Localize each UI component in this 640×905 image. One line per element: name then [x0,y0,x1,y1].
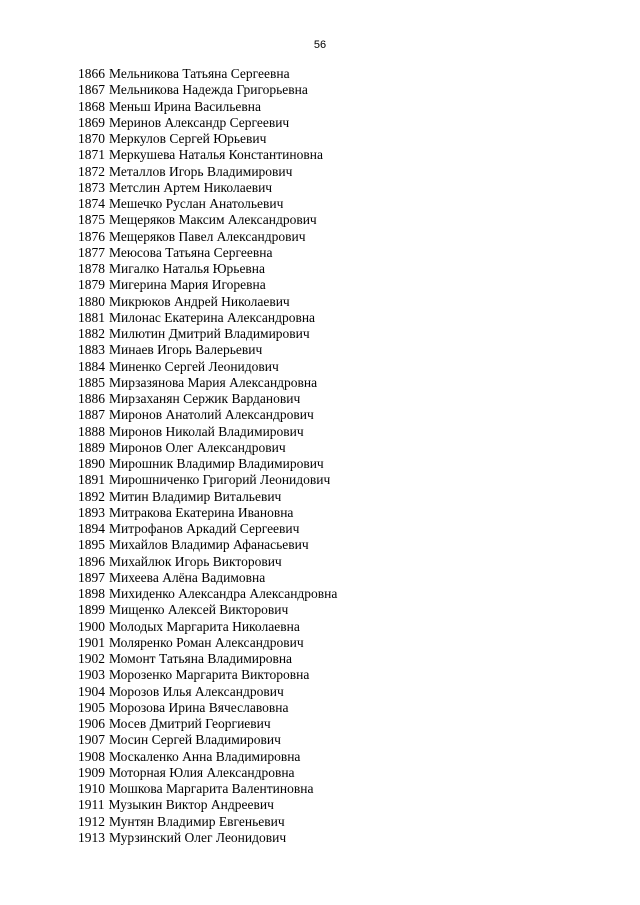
list-item [78,164,337,180]
entry-name: Миронов Анатолий Александрович [109,407,314,423]
entry-name: Мирзаханян Сержик Варданович [109,391,301,406]
list-item [78,375,337,391]
entry-name: Меркушева Наталья Константиновна [109,147,323,163]
entry-number: 1886 [78,391,105,406]
list-item [78,619,337,635]
list-item [78,700,337,716]
entry-number: 1913 [78,829,105,845]
page-number: 56 [313,39,327,51]
list-item [78,229,337,245]
list-item [78,131,337,147]
entry-name: Мирошниченко Григорий Леонидович [109,472,331,488]
list-item [78,326,337,342]
list-item [78,765,337,781]
list-item [78,716,337,732]
list-item [78,781,337,797]
entry-name: Мирзазянова Мария Александровна [109,374,318,390]
entry-name: Мурзинский Олег Леонидович [109,829,287,845]
list-item [78,196,337,212]
list-item [78,115,337,131]
list-item [78,472,337,488]
entry-name: Моторная Юлия Александровна [109,764,295,780]
entry-name: Мищенко Алексей Викторович [109,602,289,618]
list-item [78,602,337,618]
entry-name: Морозенко Маргарита Викторовна [109,667,310,683]
entry-name: Момонт Татьяна Владимировна [109,651,293,666]
list-item [78,797,337,813]
entry-number: 1889 [78,439,105,455]
list-item [78,537,337,553]
entry-number: 1867 [78,82,105,98]
entry-number: 1888 [78,423,105,439]
entry-name: Меринов Александр Сергеевич [109,114,290,130]
list-item [78,99,337,115]
entry-name: Металлов Игорь Владимирович [109,163,293,179]
list-item [78,521,337,537]
entry-number: 1881 [78,309,105,325]
entry-name: Миронов Николай Владимирович [109,423,304,439]
list-item [78,635,337,651]
entry-number: 1895 [78,537,105,553]
entry-number: 1871 [78,147,105,163]
entry-number: 1902 [78,651,105,666]
list-item [78,294,337,310]
entry-number: 1879 [78,277,105,293]
entry-number: 1890 [78,456,105,471]
list-item [78,359,337,375]
list-item [78,310,337,326]
list-item [78,82,337,98]
entry-number: 1891 [78,472,105,488]
entry-name: Михиденко Александра Александровна [109,586,338,601]
entry-number: 1906 [78,716,105,731]
list-item [78,245,337,261]
entry-number: 1866 [78,66,105,81]
entry-number: 1884 [78,358,105,374]
list-item [78,732,337,748]
entry-number: 1873 [78,179,105,195]
entry-name: Милонас Екатерина Александровна [109,309,316,325]
list-item [78,554,337,570]
entry-number: 1874 [78,196,105,211]
name-list [78,66,337,846]
list-item [78,570,337,586]
entry-name: Минаев Игорь Валерьевич [109,342,263,358]
entry-name: Митин Владимир Витальевич [109,488,282,504]
entry-number: 1912 [78,813,105,829]
list-item [78,391,337,407]
entry-name: Метслин Артем Николаевич [109,179,273,195]
list-item [78,212,337,228]
list-item [78,814,337,830]
entry-name: Мещеряков Максим Александрович [109,212,317,228]
entry-name: Митракова Екатерина Ивановна [109,504,294,520]
entry-name: Мигалко Наталья Юрьевна [109,261,266,276]
entry-number: 1878 [78,261,105,276]
list-item [78,407,337,423]
entry-name: Мосин Сергей Владимирович [109,732,281,748]
list-item [78,749,337,765]
list-item [78,586,337,602]
list-item [78,489,337,505]
entry-name: Моляренко Роман Александрович [109,634,304,650]
list-item [78,261,337,277]
entry-name: Мельникова Татьяна Сергеевна [109,66,290,81]
list-item [78,440,337,456]
entry-number: 1910 [78,781,105,796]
entry-number: 1908 [78,748,105,764]
entry-name: Михайлов Владимир Афанасьевич [109,537,309,553]
list-item [78,147,337,163]
list-item [78,342,337,358]
list-item [78,651,337,667]
entry-number: 1909 [78,764,105,780]
entry-name: Мошкова Маргарита Валентиновна [109,781,314,796]
entry-name: Мирошник Владимир Владимирович [109,456,324,471]
entry-number: 1875 [78,212,105,228]
entry-number: 1877 [78,244,105,260]
entry-name: Меюсова Татьяна Сергеевна [109,244,273,260]
entry-number: 1903 [78,667,105,683]
entry-number: 1876 [78,228,105,244]
entry-name: Милютин Дмитрий Владимирович [109,326,310,341]
entry-number: 1899 [78,602,105,618]
entry-number: 1882 [78,326,105,341]
entry-number: 1905 [78,699,105,715]
list-item [78,180,337,196]
entry-number: 1892 [78,488,105,504]
entry-number: 1894 [78,521,105,536]
entry-number: 1880 [78,293,105,309]
entry-number: 1904 [78,683,105,699]
entry-name: Морозова Ирина Вячеславовна [109,699,289,715]
list-item [78,277,337,293]
entry-name: Мунтян Владимир Евгеньевич [109,813,285,829]
entry-number: 1896 [78,553,105,569]
entry-number: 1900 [78,618,105,634]
list-item [78,505,337,521]
entry-name: Москаленко Анна Владимировна [109,748,301,764]
entry-number: 1901 [78,634,105,650]
entry-number: 1883 [78,342,105,358]
list-item [78,830,337,846]
entry-name: Мосев Дмитрий Георгиевич [109,716,271,731]
entry-number: 1911 [78,797,105,813]
list-item [78,66,337,82]
list-item [78,456,337,472]
entry-number: 1885 [78,374,105,390]
entry-name: Митрофанов Аркадий Сергеевич [109,521,300,536]
entry-name: Миненко Сергей Леонидович [109,358,279,374]
entry-number: 1893 [78,504,105,520]
entry-name: Мешечко Руслан Анатольевич [109,196,284,211]
entry-name: Музыкин Виктор Андреевич [108,797,274,813]
entry-name: Мещеряков Павел Александрович [109,228,306,244]
list-item [78,667,337,683]
entry-name: Микрюков Андрей Николаевич [109,293,290,309]
entry-number: 1898 [78,586,105,601]
entry-name: Морозов Илья Александрович [109,683,284,699]
entry-name: Михайлюк Игорь Викторович [109,553,282,569]
list-item [78,424,337,440]
entry-number: 1897 [78,569,105,585]
entry-name: Молодых Маргарита Николаевна [109,618,300,634]
entry-number: 1868 [78,98,105,114]
entry-name: Меньш Ирина Васильевна [109,98,261,114]
entry-number: 1907 [78,732,105,748]
entry-name: Михеева Алёна Вадимовна [109,569,266,585]
entry-name: Мельникова Надежда Григорьевна [109,82,308,98]
entry-number: 1870 [78,131,105,146]
entry-name: Миронов Олег Александрович [109,439,286,455]
entry-number: 1872 [78,163,105,179]
entry-number: 1869 [78,114,105,130]
list-item [78,684,337,700]
entry-number: 1887 [78,407,105,423]
entry-name: Мигерина Мария Игоревна [109,277,266,293]
entry-name: Меркулов Сергей Юрьевич [109,131,267,146]
